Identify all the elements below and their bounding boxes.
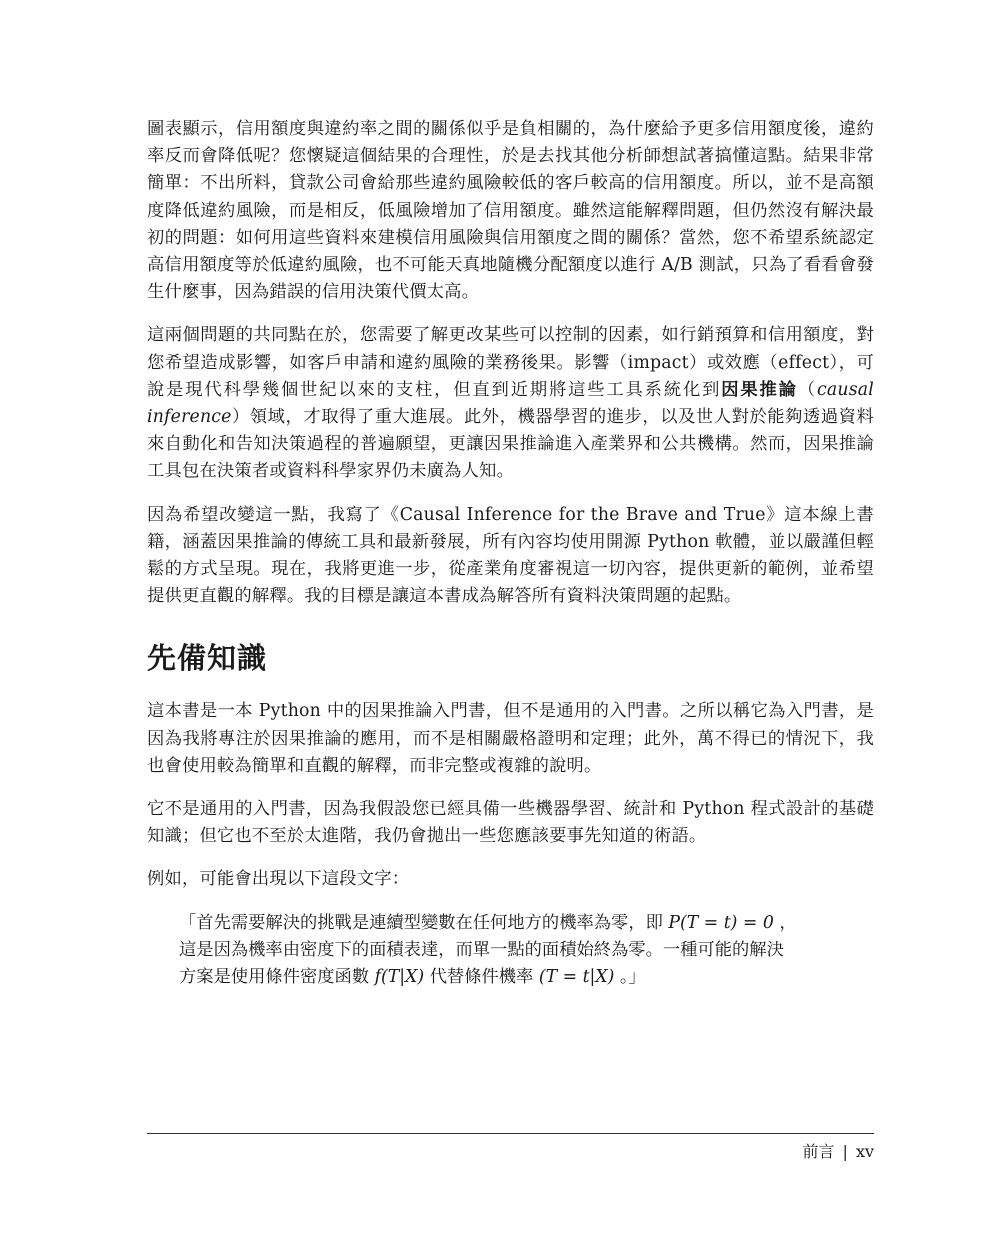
paragraph-causal-effects-part3: ）領域，才取得了重大進展。此外，機器學習的進步，以及世人對於能夠透過資料來自動化和告知決策過程的普遍願望，更讓因果推論進入產業界和公共機構。然而，因果推論工具包在決策者或資料科學家界仍未廣為人知。 xyxy=(147,407,874,482)
math-conditional-density: f(T|X) xyxy=(374,967,425,988)
paragraph-intro: 圖表顯示，信用額度與違約率之間的關係似乎是負相關的，為什麼給予更多信用額度後，違約率反而會降低呢？您懷疑這個結果的合理性，於是去找其他分析師想試著搞懂這點。結果非常簡單：不出所料，貸款公司會給那些違約風險較低的客戶較高的信用額度。所以，並不是高額度降低違約風險，而是相反，低風險增加了信用額度。雖然這能解釋問題，但仍然沒有解決最初的問題：如何用這些資料來建模信用風險與信用額度之間的關係？當然，您不希望系統認定高信用額度等於低違約風險，也不可能天真地隨機分配額度以進行 A/B 測試，只為了看看會發生什麼事，因為錯誤的信用決策代價太高。 xyxy=(147,119,874,303)
quote-line-3-end: 。」 xyxy=(614,967,646,988)
quote-line-1 xyxy=(179,910,847,937)
footer-separator: | xyxy=(842,1142,848,1161)
math-conditional-probability: (T = t|X) xyxy=(538,967,615,988)
quote-line-3 xyxy=(179,964,847,991)
paragraph-prereq-2: 它不是通用的入門書，因為我假設您已經具備一些機器學習、統計和 Python 程式設計的基礎知識；但它也不至於太進階，我仍會拋出一些您應該要事先知道的術語。 xyxy=(147,799,874,847)
paragraph-causal-effects xyxy=(147,322,874,485)
paragraph-prereq-3: 例如，可能會出現以下這段文字： xyxy=(147,869,410,890)
paragraph-causal-effects-part1: 這兩個問題的共同點在於，您需要了解更改某些可以控制的因素，如行銷預算和信用額度，對您希望造成影響，如客戶申請和違約風險的業務後果。影響（impact）或效應（effect），可說是現代科學幾個世紀以來的支柱，但直到近期將這些工具系統化到 xyxy=(147,325,874,400)
page-content xyxy=(147,116,874,991)
term-causal-inference-en: causal inference xyxy=(147,379,874,428)
footer-chapter: 前言 xyxy=(802,1142,835,1161)
page-footer xyxy=(803,1141,874,1163)
paragraph-prereq-1: 這本書是一本 Python 中的因果推論入門書，但不是通用的入門書。之所以稱它為入門書，是因為我將專注於因果推論的應用，而不是相關嚴格證明和定理；此外，萬不得已的情況下，我也會使用較為簡單和直觀的解釋，而非完整或複雜的說明。 xyxy=(147,701,874,776)
footer-divider xyxy=(147,1133,874,1134)
paragraph-book-motivation: 因為希望改變這一點，我寫了《Causal Inference for the Brave and True》這本線上書籍，涵蓋因果推論的傳統工具和最新發展，所有內容均使用開源 Python 軟體，並以嚴謹但輕鬆的方式呈現。現在，我將更進一步，從產業角度審視這一切內容，提供更新的範例，並希望提供更直觀的解釋。我的目標是讓這本書成為解答所有資料決策問題的起點。 xyxy=(147,504,874,607)
section-title-prerequisites: 先備知識 xyxy=(147,641,268,676)
quote-line-2: 這是因為機率由密度下的面積表達，而單一點的面積始終為零。一種可能的解決 xyxy=(179,939,784,960)
quote-line-1-end: ， xyxy=(773,912,797,933)
quote-line-3-text: 方案是使用條件密度函數 xyxy=(179,967,375,988)
quote-line-1-text: 「首先需要解決的挑戰是連續型變數在任何地方的機率為零，即 xyxy=(179,912,669,933)
term-causal-inference-zh: 因果推論 xyxy=(721,379,798,400)
footer-page-number: xv xyxy=(855,1142,874,1161)
example-quote xyxy=(179,910,847,992)
paragraph-causal-effects-part2: （ xyxy=(797,379,817,400)
math-probability-zero: P(T = t) = 0 xyxy=(668,912,774,933)
quote-line-3-mid: 代替條件機率 xyxy=(424,967,539,988)
